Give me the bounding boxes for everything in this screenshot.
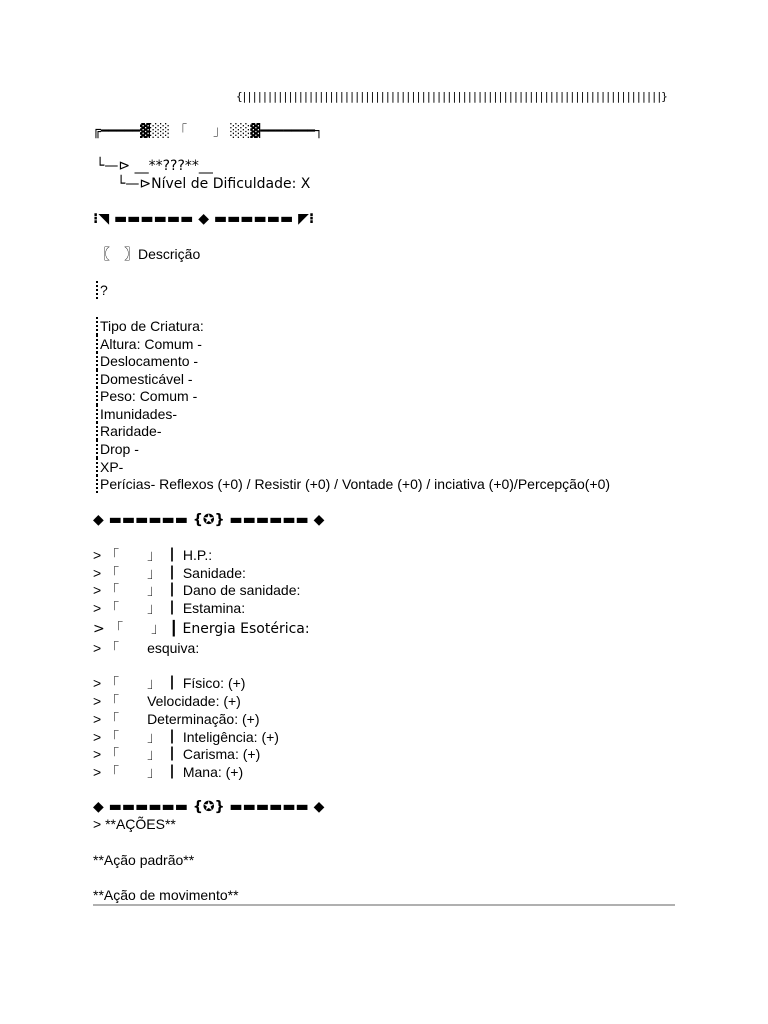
stat-tameable: Domesticável -	[96, 370, 193, 388]
attribute-intelligence: > 「 」 ┃ Inteligência: (+)	[93, 729, 279, 745]
section-divider: ◆ ▬▬▬▬▬▬ {✪} ▬▬▬▬▬▬ ◆	[93, 512, 325, 528]
stat-immunities: Imunidades-	[96, 405, 177, 423]
move-action-heading: **Ação de movimento**	[93, 887, 239, 903]
stat-skills: Perícias- Reflexos (+0) / Resistir (+0) / Vontade (+0) / inciativa (+0)/Percepção(+0)	[96, 475, 610, 493]
vital-dodge: > 「 esquiva:	[93, 640, 200, 656]
attribute-charisma: > 「 」 ┃ Carisma: (+)	[93, 746, 261, 762]
vital-esoteric-energy: > 「 」 ┃ Energia Esotérica:	[93, 621, 310, 637]
attribute-speed: > 「 Velocidade: (+)	[93, 693, 241, 709]
description-text: ?	[96, 281, 108, 299]
stat-height: Altura: Comum -	[96, 335, 202, 353]
title-frame: ╔━━━━━▓░░ 「 」 ░░▓━━━━━━━┐	[93, 124, 323, 139]
vital-sanity: > 「 」 ┃ Sanidade:	[93, 565, 246, 581]
stat-movement: Deslocamento -	[96, 352, 198, 370]
stat-xp: XP-	[96, 458, 123, 476]
vital-stamina: > 「 」 ┃ Estamina:	[93, 600, 246, 616]
section-divider: ◆ ▬▬▬▬▬▬ {✪} ▬▬▬▬▬▬ ◆	[93, 799, 325, 815]
creature-name-line: └—⊳ __**???**__	[96, 158, 213, 174]
stat-rarity: Raridade-	[96, 422, 161, 440]
stat-creature-type: Tipo de Criatura:	[96, 317, 204, 335]
attribute-mana: > 「 」 ┃ Mana: (+)	[93, 764, 244, 780]
vital-hp: > 「 」 ┃ H.P.:	[93, 547, 213, 563]
attribute-physical: > 「 」 ┃ Físico: (+)	[93, 675, 246, 691]
horizontal-rule	[93, 904, 675, 906]
vital-sanity-damage: > 「 」 ┃ Dano de sanidade:	[93, 582, 301, 598]
description-label: 〖 〗Descrição	[96, 246, 201, 262]
attribute-determination: > 「 Determinação: (+)	[93, 711, 260, 727]
stat-weight: Peso: Comum -	[96, 387, 197, 405]
actions-heading: > **AÇÕES**	[93, 816, 176, 832]
standard-action-heading: **Ação padrão**	[93, 852, 195, 868]
section-divider: ⁝◥ ▬▬▬▬▬▬ ◆ ▬▬▬▬▬▬ ◤⁝	[93, 211, 315, 227]
stat-drop: Drop -	[96, 440, 139, 458]
difficulty-line: └—⊳Nível de Dificuldade: X	[117, 176, 311, 192]
top-bar-decoration: {||||||||||||||||||||||||||||||||||||||||||||||||||||||||||||||||||||||||||||||||||}	[236, 90, 667, 103]
